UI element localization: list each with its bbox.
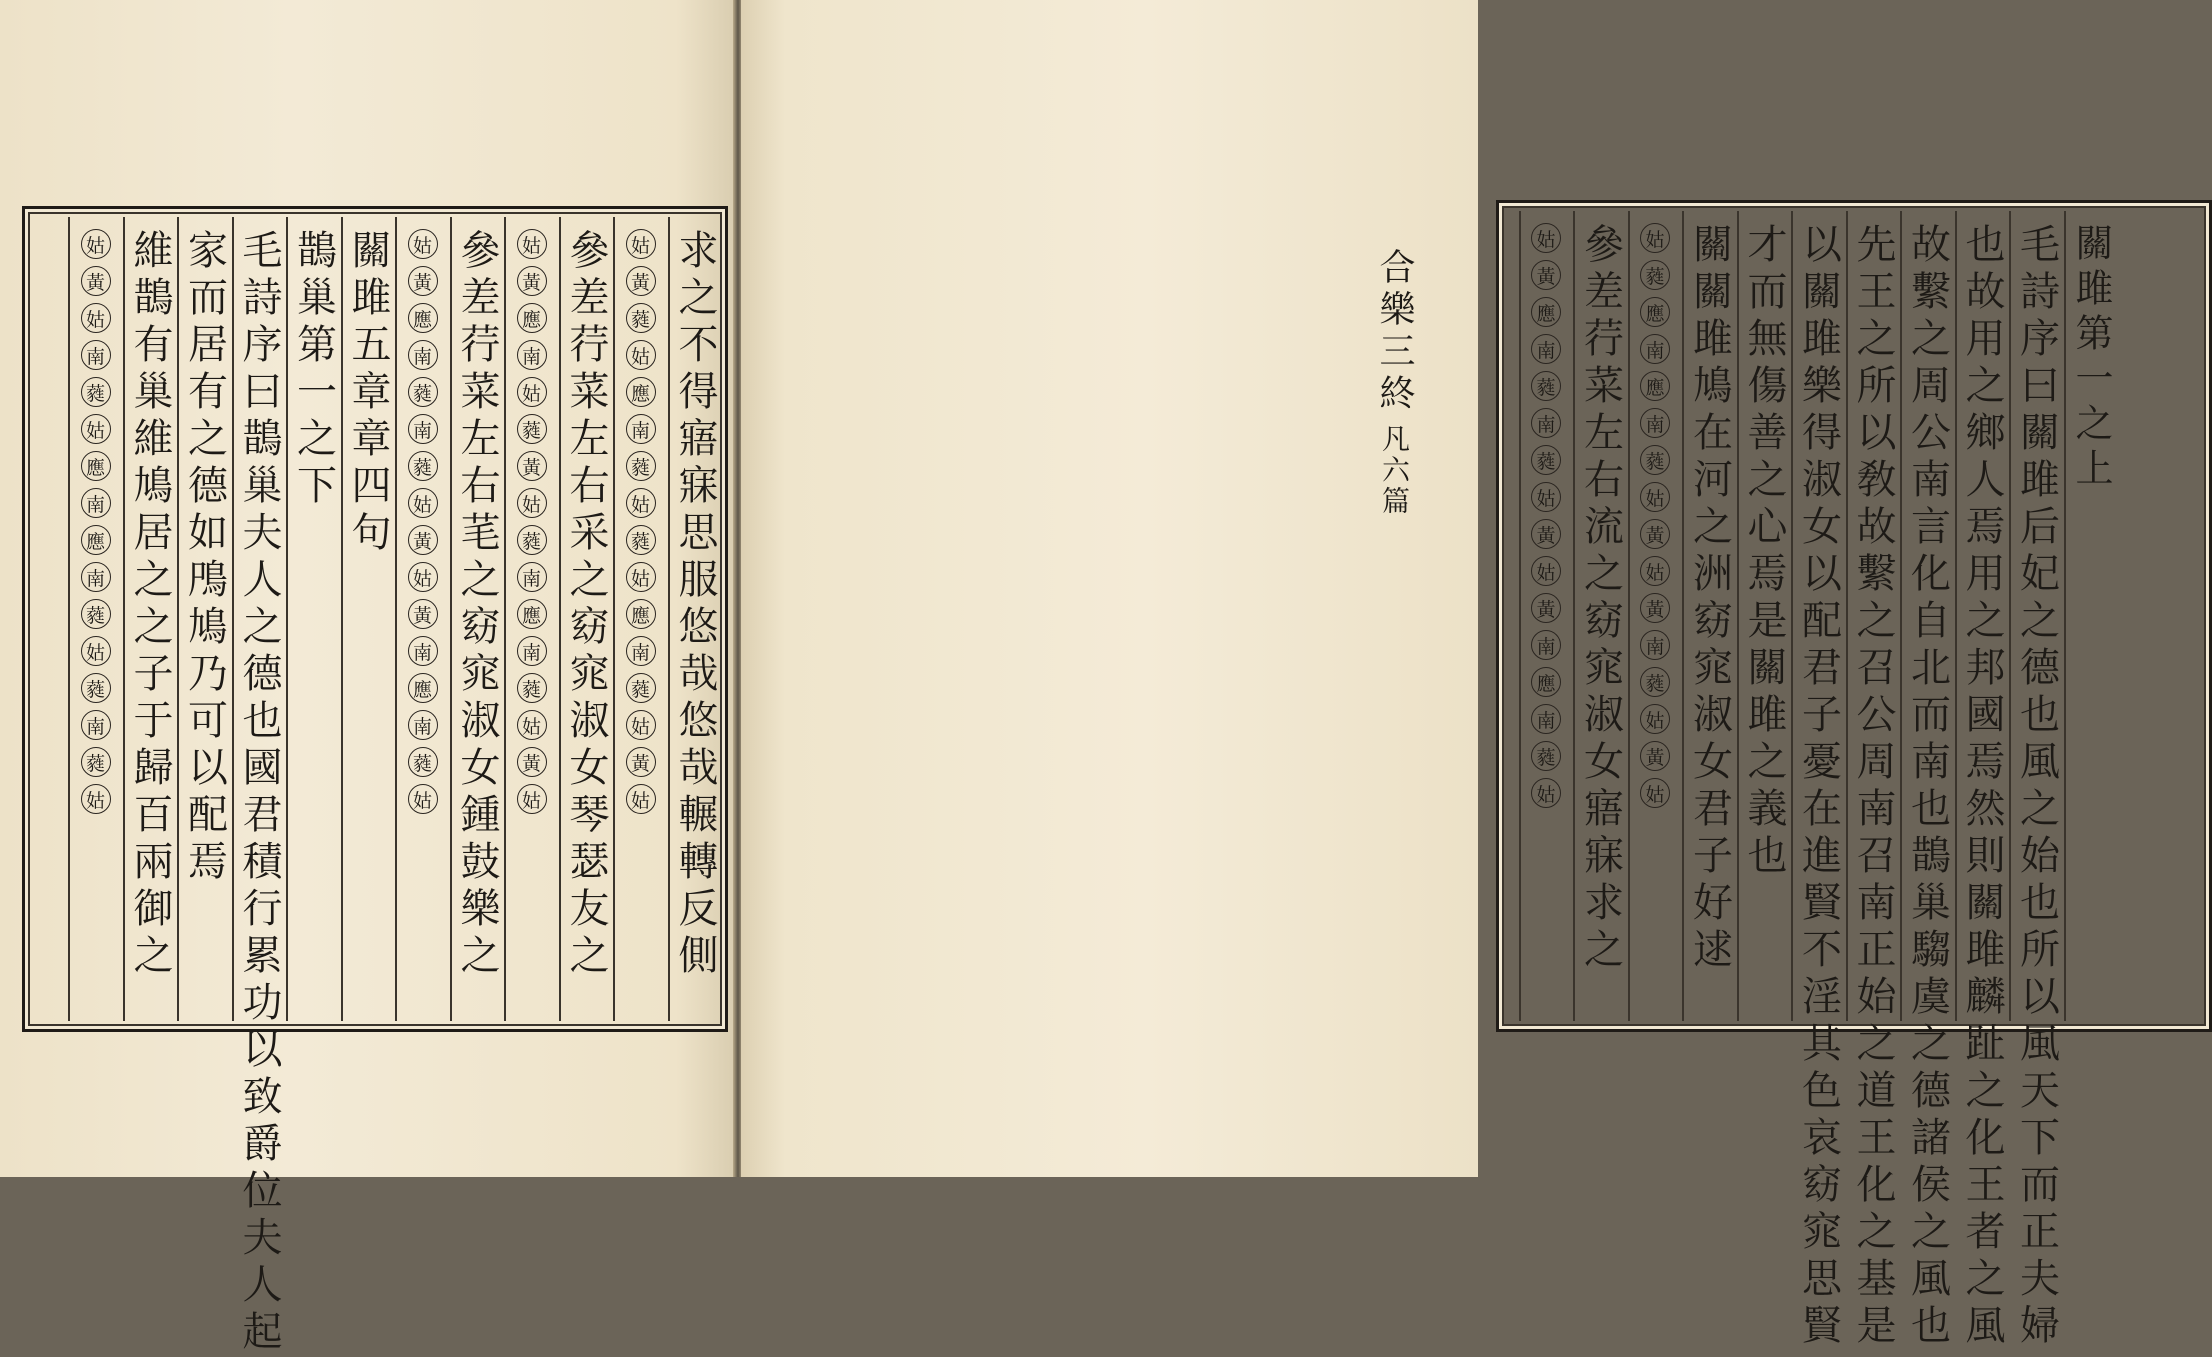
circled-pitch-note: 姑 [408,229,438,259]
circled-pitch-note: 南 [1531,704,1561,734]
circled-pitch-note: 南 [408,636,438,666]
column-text: 鵲巢第一之下 [290,229,337,511]
column-rule [286,217,288,1021]
circled-pitch-note: 南 [626,636,656,666]
circled-pitch-note: 黃 [517,451,547,481]
circled-pitch-note: 姑 [81,229,111,259]
circled-pitch-note: 應 [1640,297,1670,327]
circled-pitch-note: 蕤 [626,303,656,333]
circled-pitch-note: 南 [1531,630,1561,660]
column-rule [504,217,506,1021]
circled-pitch-note: 姑 [408,562,438,592]
circled-pitch-note: 應 [517,303,547,333]
circled-pitch-note: 姑 [517,710,547,740]
pitch-notes [517,229,547,814]
circled-pitch-note: 姑 [1640,556,1670,586]
column-rule [1955,211,1957,1021]
circled-pitch-note: 姑 [1531,778,1561,808]
text-column [455,229,499,981]
pitch-notation-column [510,229,554,814]
section-heading: 關雎第一之上 [2069,223,2113,493]
column-text: 毛詩序曰鵲巢夫人之德也國君積行累功以致爵位夫人起 [236,229,282,1357]
circled-pitch-note: 黃 [1531,519,1561,549]
circled-pitch-note: 黃 [1640,741,1670,771]
pitch-notes [81,229,111,814]
circled-pitch-note: 應 [517,599,547,629]
column-rule [559,217,561,1021]
circled-pitch-note: 南 [1640,408,1670,438]
pitch-notes [1531,223,1561,808]
column-rule [2009,211,2011,1021]
pitch-notation-column [1633,223,1677,808]
text-column [128,229,172,981]
circled-pitch-note: 姑 [626,340,656,370]
column-rule [1573,211,1575,1021]
column-text: 以關雎樂得淑女以配君子憂在進賢不淫其色哀窈窕思賢 [1795,223,1842,1351]
column-rule [1519,211,1521,1021]
column-text: 才而無傷善之心焉是關雎之義也 [1741,223,1787,881]
text-column [1906,223,1950,1351]
circled-pitch-note: 姑 [1640,223,1670,253]
circled-pitch-note: 黃 [1531,593,1561,623]
text-column [564,229,608,981]
column-text: 求之不得寤寐思服悠哉悠哉輾轉反側 [672,229,718,981]
circled-pitch-note: 黃 [626,266,656,296]
left-page-frame [22,206,728,1357]
circled-pitch-note: 南 [1640,334,1670,364]
circled-pitch-note: 黃 [1640,519,1670,549]
circled-pitch-note: 姑 [1640,778,1670,808]
column-rule [1628,211,1630,1021]
circled-pitch-note: 南 [1531,408,1561,438]
circled-pitch-note: 姑 [81,414,111,444]
circled-pitch-note: 南 [626,414,656,444]
column-rule [1737,211,1739,1021]
pitch-notes [408,229,438,814]
circled-pitch-note: 姑 [626,562,656,592]
circled-pitch-note: 姑 [1640,482,1670,512]
column-text: 毛詩序曰關雎后妃之德也風之始也所以風天下而正夫婦 [2013,223,2060,1351]
circled-pitch-note: 南 [408,414,438,444]
circled-pitch-note: 黃 [81,266,111,296]
circled-pitch-note: 蕤 [1531,445,1561,475]
column-text: 家而居有之德如鳲鳩乃可以配焉 [181,229,228,887]
circled-pitch-note: 黃 [1531,260,1561,290]
column-text: 維鵲有巢維鳩居之之子于歸百兩御之 [127,229,173,981]
text-column [237,229,281,1357]
circled-pitch-note: 姑 [408,784,438,814]
left-page [0,0,735,1357]
circled-pitch-note: 姑 [1640,704,1670,734]
column-rule [1846,211,1848,1021]
column-rule [668,217,670,1021]
circled-pitch-note: 南 [81,488,111,518]
circled-pitch-note: 姑 [517,488,547,518]
circled-pitch-note: 蕤 [81,673,111,703]
circled-pitch-note: 蕤 [626,451,656,481]
column-rule [68,217,70,1021]
text-column [1688,223,1732,975]
column-rule [1900,211,1902,1021]
circled-pitch-note: 姑 [517,377,547,407]
column-text: 參差荇菜左右采之窈窕淑女琴瑟友之 [563,229,609,981]
column-text: 關關雎鳩在河之洲窈窕淑女君子好逑 [1686,223,1733,975]
text-column [1960,223,2004,1351]
circled-pitch-note: 應 [408,303,438,333]
circled-pitch-note: 蕤 [81,599,111,629]
circled-pitch-note: 應 [81,525,111,555]
circled-pitch-note: 黃 [408,599,438,629]
column-text: 也故用之鄉人焉用之邦國焉然則關雎麟趾之化王者之風 [1959,223,2005,1351]
text-column [346,229,390,558]
circled-pitch-note: 應 [1531,297,1561,327]
circled-pitch-note: 姑 [626,784,656,814]
circled-pitch-note: 南 [517,340,547,370]
column-rule [1682,211,1684,1021]
circled-pitch-note: 應 [1531,667,1561,697]
text-column [2015,223,2059,1351]
circled-pitch-note: 應 [408,673,438,703]
circled-pitch-note: 蕤 [81,377,111,407]
circled-pitch-note: 黃 [517,266,547,296]
pitch-notes [626,229,656,814]
pitch-notation-column [619,229,663,814]
column-rule [395,217,397,1021]
pitch-notation-column [401,229,445,814]
circled-pitch-note: 南 [517,562,547,592]
circled-pitch-note: 蕤 [517,414,547,444]
circled-pitch-note: 蕤 [517,673,547,703]
circled-pitch-note: 南 [517,636,547,666]
circled-pitch-note: 蕤 [408,377,438,407]
circled-pitch-note: 姑 [408,488,438,518]
column-text: 故繫之周公南言化自北而南也鵲巢騶虞之德諸侯之風也 [1904,223,1951,1351]
right-page [741,0,2113,1351]
margin-title: 合樂三終 [1374,248,1415,416]
margin-title-column [1374,248,1415,517]
column-rule [341,217,343,1021]
text-column [183,229,227,887]
circled-pitch-note: 應 [81,451,111,481]
circled-pitch-note: 蕤 [1640,445,1670,475]
right-page-frame [1496,200,2212,1351]
circled-pitch-note: 蕤 [408,747,438,777]
circled-pitch-note: 蕤 [1531,371,1561,401]
text-column [673,229,717,981]
pitch-notation-column [74,229,118,814]
circled-pitch-note: 蕤 [517,525,547,555]
column-rule [2064,211,2066,1021]
circled-pitch-note: 姑 [1531,223,1561,253]
column-text: 關雎五章章四句 [345,229,391,558]
text-column [1797,223,1841,1351]
circled-pitch-note: 姑 [81,303,111,333]
circled-pitch-note: 姑 [1531,556,1561,586]
circled-pitch-note: 蕤 [1531,741,1561,771]
circled-pitch-note: 姑 [626,229,656,259]
circled-pitch-note: 姑 [81,636,111,666]
margin-subtitle: 凡六篇 [1378,424,1411,517]
text-column [2069,223,2113,493]
circled-pitch-note: 應 [626,377,656,407]
circled-pitch-note: 蕤 [1640,667,1670,697]
circled-pitch-note: 姑 [517,784,547,814]
column-rule [613,217,615,1021]
column-text: 參差荇菜左右流之窈窕淑女寤寐求之 [1577,223,1624,975]
pitch-notes [1640,223,1670,808]
circled-pitch-note: 南 [1531,334,1561,364]
circled-pitch-note: 姑 [626,488,656,518]
column-rule [1791,211,1793,1021]
pitch-notation-column [1524,223,1568,808]
circled-pitch-note: 蕤 [81,747,111,777]
circled-pitch-note: 蕤 [1640,260,1670,290]
text-column [292,229,336,511]
column-rule [123,217,125,1021]
circled-pitch-note: 南 [408,710,438,740]
column-rule [177,217,179,1021]
circled-pitch-note: 黃 [517,747,547,777]
circled-pitch-note: 蕤 [408,451,438,481]
circled-pitch-note: 南 [81,340,111,370]
circled-pitch-note: 黃 [626,747,656,777]
text-column [1742,223,1786,881]
circled-pitch-note: 黃 [408,266,438,296]
column-text: 先王之所以敎故繫之召公周南召南正始之道王化之基是 [1850,223,1896,1351]
circled-pitch-note: 蕤 [626,673,656,703]
circled-pitch-note: 南 [1640,630,1670,660]
circled-pitch-note: 應 [1640,371,1670,401]
text-column [1579,223,1623,975]
column-text: 參差荇菜左右芼之窈窕淑女鍾鼓樂之 [454,229,500,981]
circled-pitch-note: 姑 [1531,482,1561,512]
circled-pitch-note: 南 [81,562,111,592]
circled-pitch-note: 蕤 [626,525,656,555]
circled-pitch-note: 南 [408,340,438,370]
circled-pitch-note: 姑 [81,784,111,814]
column-rule [450,217,452,1021]
circled-pitch-note: 黃 [408,525,438,555]
text-column [1851,223,1895,1351]
circled-pitch-note: 姑 [517,229,547,259]
circled-pitch-note: 姑 [626,710,656,740]
circled-pitch-note: 黃 [1640,593,1670,623]
circled-pitch-note: 應 [626,599,656,629]
column-rule [232,217,234,1021]
circled-pitch-note: 南 [81,710,111,740]
